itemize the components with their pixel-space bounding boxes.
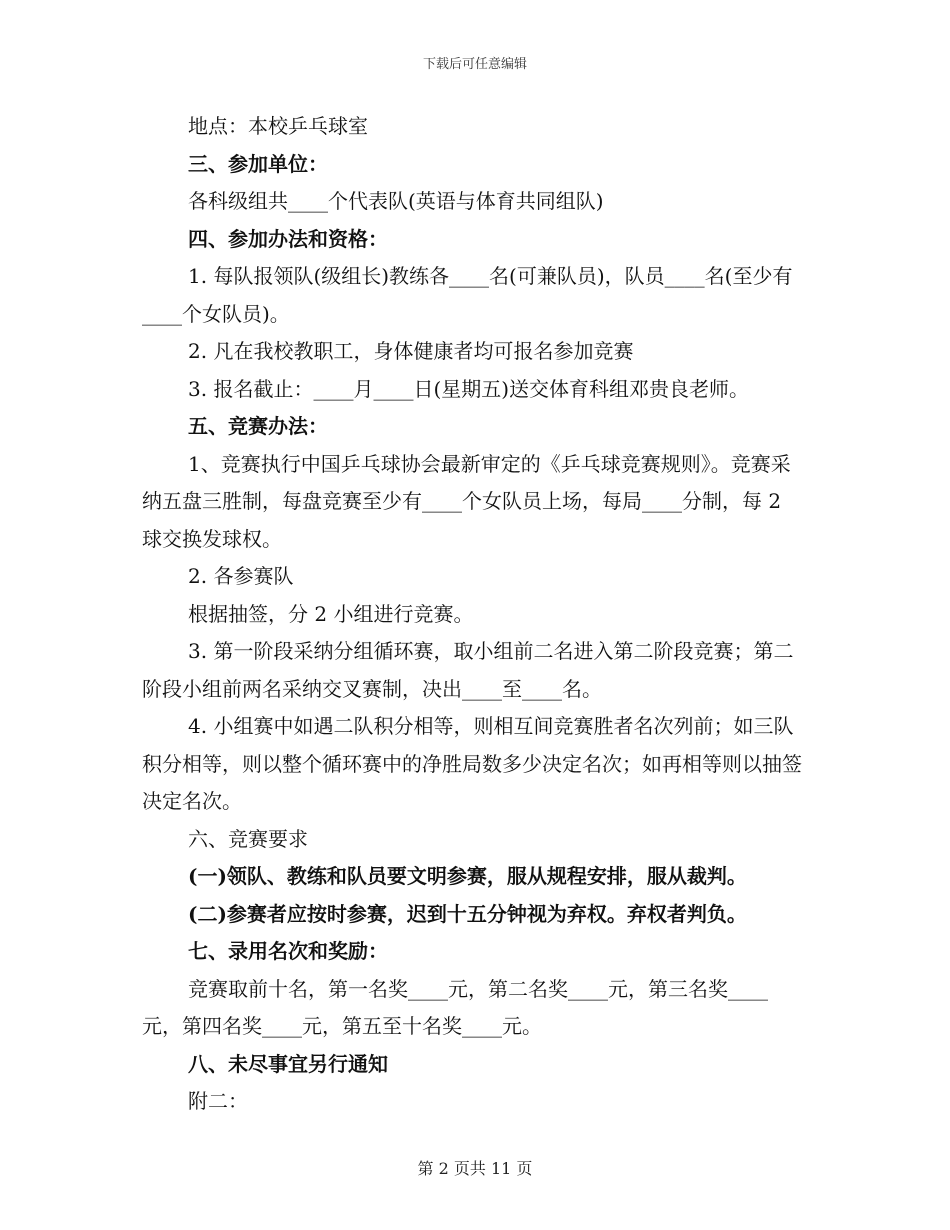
section-5-heading: 五、竞赛办法： <box>188 414 328 438</box>
section-5-item-1: 1、竞赛执行中国乒乓球协会最新审定的《乒乓球竞赛规则》。竞赛采纳五盘三胜制，每盘竞赛至少有____个女队员上场，每局____分制，每 2 球交换发球权。 <box>142 451 791 551</box>
section-6-item-1: (一)领队、教练和队员要文明参赛，服从规程安排，服从裁判。 <box>188 864 747 888</box>
page-footer: 第 2 页共 11 页 <box>417 1159 533 1178</box>
section-7-text: 竞赛取前十名，第一名奖____元，第二名奖____元，第三名奖____元，第四名奖____元，第五至十名奖____元。 <box>142 976 768 1038</box>
section-5-item-3: 3. 第一阶段采纳分组循环赛，取小组前二名进入第二阶段竞赛；第二阶段小组前两名采纳交叉赛制，决出____至____名。 <box>142 639 794 701</box>
document-body <box>142 108 802 1121</box>
section-5-item-2-text: 根据抽签，分 2 小组进行竞赛。 <box>188 601 474 626</box>
section-7-heading: 七、录用名次和奖励： <box>188 939 388 963</box>
section-4-item-3: 3. 报名截止：____月____日(星期五)送交体育科组邓贵良老师。 <box>188 376 750 401</box>
section-5-item-2: 2. 各参赛队 <box>188 564 294 588</box>
section-8-heading: 八、未尽事宜另行通知 <box>188 1051 388 1076</box>
page-header: 下载后可任意编辑 <box>422 57 527 72</box>
venue-line: 地点：本校乒乓球室 <box>188 114 368 138</box>
appendix-label: 附二： <box>188 1089 248 1113</box>
section-3-text: 各科级组共____个代表队(英语与体育共同组队) <box>188 189 604 213</box>
section-4-heading: 四、参加办法和资格： <box>188 226 388 251</box>
section-3-heading: 三、参加单位： <box>188 151 328 176</box>
section-4-item-2: 2. 凡在我校教职工，身体健康者均可报名参加竞赛 <box>188 339 634 363</box>
section-5-item-4: 4. 小组赛中如遇二队积分相等，则相互间竞赛胜者名次列前；如三队积分相等，则以整个循环赛中的净胜局数多少决定名次；如再相等则以抽签决定名次。 <box>142 714 802 813</box>
section-6-item-2: (二)参赛者应按时参赛，迟到十五分钟视为弃权。弃权者判负。 <box>188 901 747 926</box>
section-6-heading: 六、竞赛要求 <box>188 826 308 851</box>
section-4-item-1: 1. 每队报领队(级组长)教练各____名(可兼队员)，队员____名(至少有____个女队员)。 <box>142 264 793 326</box>
